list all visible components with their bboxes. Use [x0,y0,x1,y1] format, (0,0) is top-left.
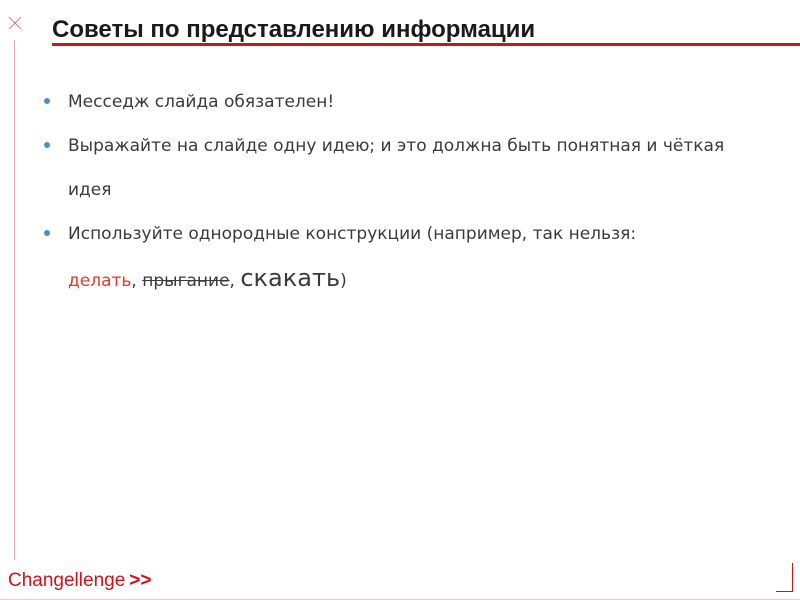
logo-text: Changellenge [8,570,126,591]
example-close-paren: ) [340,271,347,291]
bullet-dot-icon [44,142,50,148]
list-item [44,124,764,212]
title-underline [52,43,800,46]
bullet-dot-icon [44,98,50,104]
example-word-correct: делать [68,271,132,291]
close-x-icon [8,16,22,30]
bullet-text: Выражайте на слайде одну идею; и это должна быть понятная и чёткая идея [68,136,725,200]
example-word-large: скакать [240,264,341,292]
bullet-text: Месседж слайда обязателен! [68,92,335,112]
bullet-list [44,80,764,303]
bullet-dot-icon [44,230,50,236]
example-separator: , [131,271,137,291]
bullet-text: Используйте однородные конструкции (например, так нельзя: [68,224,637,244]
left-divider [14,40,15,560]
corner-bracket [776,563,793,592]
slide-title: Советы по представлению информации [52,16,536,43]
list-item [44,80,764,124]
brand-logo [8,570,151,592]
list-item [44,212,764,303]
example-word-struck: прыгание [142,271,230,291]
example-separator: , [229,271,235,291]
double-chevron-icon: >> [129,570,152,591]
